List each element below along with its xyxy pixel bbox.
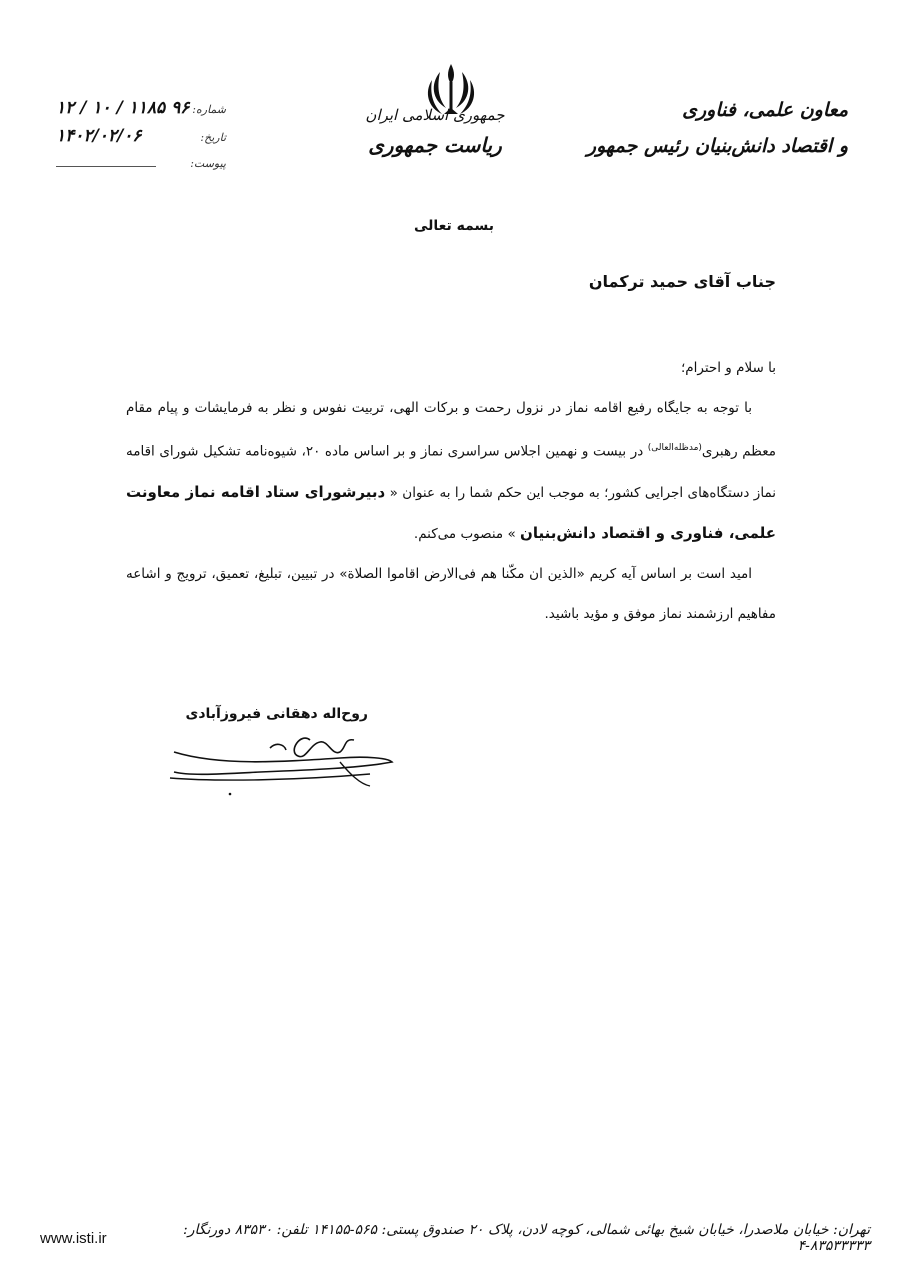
attachment-label: پیوست:	[190, 157, 226, 170]
paragraph-1	[126, 388, 776, 554]
signer-name: روح‌اله دهقانی فیروزآبادی	[185, 706, 368, 722]
letter-footer	[40, 1222, 870, 1254]
website-link[interactable]: www.isti.ir	[40, 1229, 107, 1247]
presidency-title: ریاست جمهوری	[368, 133, 502, 157]
honorific: (مدظله‌العالی)	[647, 443, 702, 453]
contact-address: تهران: خیابان ملاصدرا، خیابان شیخ بهائی شمالی، کوچه لادن، پلاک ۲۰ صندوق پستی: ۵۶۵-۱۴۱۵۵ تلفن: ۸۳۵۳۰ دورنگار: ۸۳۵۳۳۳۳۳-۴	[183, 1222, 870, 1254]
attachment-row	[56, 154, 226, 182]
government-titles	[360, 102, 510, 162]
paragraph-1-part-a: با توجه به جایگاه رفیع اقامه نماز در نزول رحمت و برکات الهی، تربیت نفوس و نظر به فرمایشات و پیام مقام معظم رهبری	[126, 400, 776, 460]
paragraph-2: امید است بر اساس آیه کریم «الذین ان مکّنا هم فی‌الارض اقاموا الصلاة» در تبیین، تبلیغ، تعمیق، ترویج و اشاعه مفاهیم ارزشمند نماز موفق و مؤید باشید.	[126, 565, 776, 622]
issuer-block	[588, 92, 848, 164]
number-value: ۹۶ ۱۱۸۵ / ۱۰ / ۱۲	[56, 98, 190, 118]
attachment-blank	[56, 154, 156, 167]
paragraph-1-part-b: در بیست و نهمین اجلاس سراسری نماز و بر اساس ماده ۲۰، شیوه‌نامه تشکیل شورای اقامه نماز دستگاه‌های اجرایی کشور؛ به موجب این حکم شما را به عنوان «	[126, 443, 777, 501]
invocation: بسمه تعالی	[413, 218, 495, 234]
date-value: ۱۴۰۲/۰۲/۰۶	[56, 126, 142, 146]
letter-meta	[56, 98, 226, 182]
letter-body	[126, 348, 776, 634]
greeting: با سلام و احترام؛	[680, 360, 776, 376]
paragraph-1-part-c: » منصوب می‌کنم.	[413, 525, 516, 542]
number-label: شماره:	[192, 103, 226, 116]
issuer-line-1: معاون علمی، فناوری	[682, 99, 848, 121]
appointed-title: دبیرشورای ستاد اقامه نماز معاونت علمی، فناوری و اقتصاد دانش‌بنیان	[126, 482, 776, 542]
signature-icon	[160, 722, 400, 802]
republic-title: جمهوری اسلامی ایران	[365, 106, 505, 124]
addressee: جناب آقای حمید ترکمان	[588, 272, 776, 291]
date-label: تاریخ:	[200, 131, 226, 144]
issuer-line-2: و اقتصاد دانش‌بنیان رئیس جمهور	[586, 135, 848, 157]
number-row	[56, 98, 226, 126]
date-row	[56, 126, 226, 154]
